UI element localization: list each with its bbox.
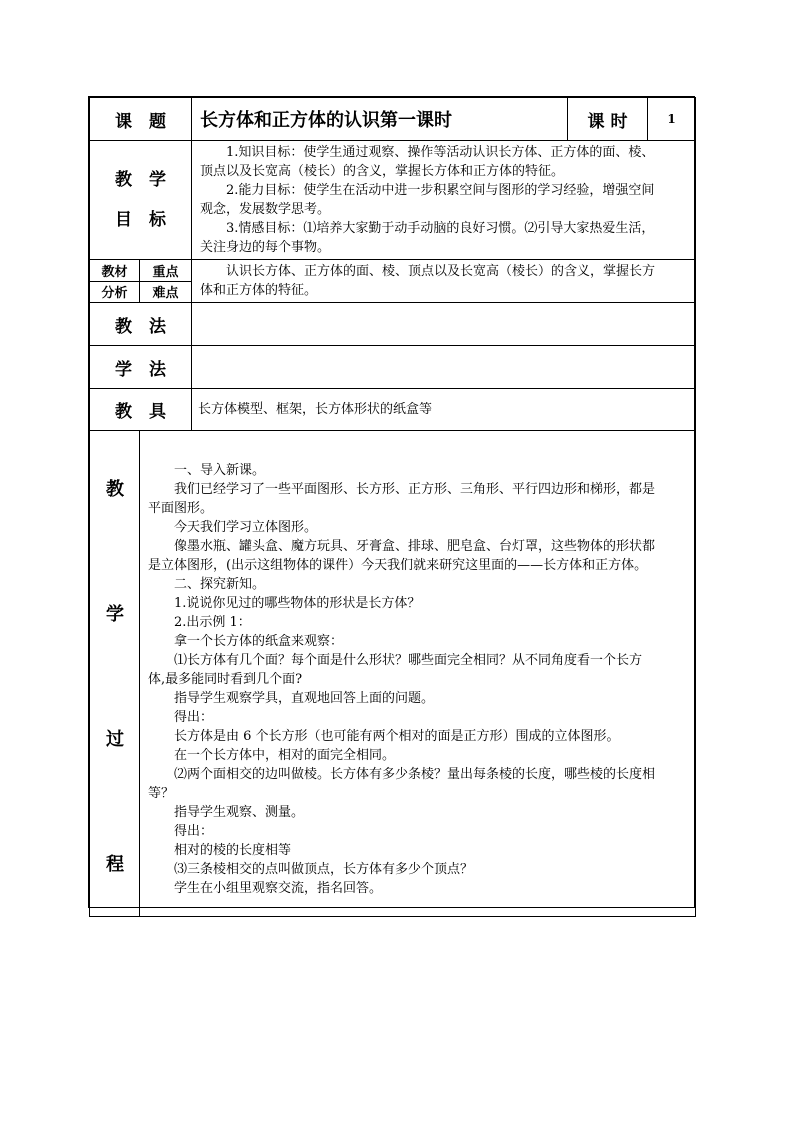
- process-line: 体,最多能同时看到几个面?: [148, 672, 303, 687]
- process-label-char: 程: [106, 854, 124, 875]
- process-line: 相对的棱的长度相等: [174, 843, 292, 858]
- analysis-row-top: [90, 260, 696, 282]
- teach-method-row: [90, 303, 696, 346]
- process-label-char: 学: [106, 604, 124, 625]
- goal-line: 顶点以及长宽高（棱长）的含义，掌握长方体和正方体的特征。: [200, 164, 565, 179]
- teach-method-label: 教 法: [90, 303, 192, 346]
- analysis-line: 体和正方体的特征。: [200, 283, 318, 298]
- process-row: [90, 431, 696, 917]
- learn-method-label: 学 法: [90, 346, 192, 389]
- process-line: 是立体图形，(出示这组物体的课件）今天我们就来研究这里面的——长方体和正方体。: [148, 558, 648, 573]
- process-line: 平面图形。: [148, 501, 214, 516]
- process-line: 指导学生观察、测量。: [174, 805, 305, 820]
- difficulty-label: 难点: [140, 281, 192, 303]
- goal-line: 2.能力目标：使学生在活动中进一步积累空间与图形的学习经验，增强空间: [226, 183, 655, 198]
- lesson-plan-table: [88, 96, 695, 908]
- subject-title: 长方体和正方体的认识第一课时: [192, 98, 568, 141]
- process-text: [148, 461, 689, 898]
- goals-text: [192, 141, 696, 260]
- goal-line: 3.情感目标：⑴培养大家勤于动手动脑的良好习惯。⑵引导大家热爱生活，: [226, 221, 655, 236]
- lesson-plan-grid: [89, 97, 696, 917]
- process-line: 我们已经学习了一些平面图形、长方形、正方形、三角形、平行四边形和梯形，都是: [174, 482, 656, 497]
- process-line: 今天我们学习立体图形。: [174, 520, 318, 535]
- teach-method-value: [192, 303, 696, 346]
- process-line: 得出：: [174, 710, 214, 725]
- tools-row: [90, 389, 696, 431]
- analysis-text: [192, 260, 696, 303]
- goal-line: 关注身边的每个事物。: [200, 240, 331, 255]
- process-line: 拿一个长方体的纸盒来观察：: [174, 634, 344, 649]
- process-line: 一、导入新课。: [174, 463, 266, 478]
- process-label-cell: [90, 431, 140, 917]
- process-label-char: 教: [106, 479, 124, 500]
- learn-method-row: [90, 346, 696, 389]
- analysis-label-2: 分析: [90, 281, 140, 303]
- process-content: [140, 431, 696, 917]
- goals-label-line2: 目 标: [115, 210, 166, 230]
- goal-line: 1.知识目标：使学生通过观察、操作等活动认识长方体、正方体的面、棱、: [226, 145, 655, 160]
- process-line: ⑵两个面相交的边叫做棱。长方体有多少条棱？量出每条棱的长度，哪些棱的长度相: [174, 767, 656, 782]
- process-line: ⑶三条棱相交的点叫做顶点，长方体有多少个顶点？: [174, 862, 474, 877]
- goals-label: [90, 141, 192, 260]
- process-label-char: 过: [106, 729, 124, 750]
- analysis-label-1: 教材: [90, 260, 140, 282]
- period-value: 1: [648, 98, 696, 141]
- subject-label: 课 题: [90, 98, 192, 141]
- key-point-label: 重点: [140, 260, 192, 282]
- process-line: 等？: [148, 786, 175, 801]
- period-label: 课 时: [568, 98, 648, 141]
- tools-value: 长方体模型、框架，长方体形状的纸盒等: [192, 389, 696, 431]
- process-line: 1.说说你见过的哪些物体的形状是长方体？: [174, 596, 421, 611]
- process-line: 2.出示例 1：: [174, 615, 251, 630]
- process-line: ⑴长方体有几个面？每个面是什么形状？哪些面完全相同？从不同角度看一个长方: [174, 653, 643, 668]
- process-line: 长方体是由 6 个长方形（也可能有两个相对的面是正方形）围成的立体图形。: [174, 729, 620, 744]
- process-line: 指导学生观察学具，直观地回答上面的问题。: [174, 691, 435, 706]
- goals-row: [90, 141, 696, 260]
- header-row: [90, 98, 696, 141]
- process-line: 像墨水瓶、罐头盒、魔方玩具、牙膏盒、排球、肥皂盒、台灯罩，这些物体的形状都: [174, 539, 656, 554]
- learn-method-value: [192, 346, 696, 389]
- tools-label: 教 具: [90, 389, 192, 431]
- goals-label-line1: 教 学: [115, 170, 166, 190]
- process-line: 二、探究新知。: [174, 577, 266, 592]
- process-line: 得出：: [174, 824, 214, 839]
- analysis-line: 认识长方体、正方体的面、棱、顶点以及长宽高（棱长）的含义，掌握长方: [226, 264, 656, 279]
- goal-line: 观念，发展数学思考。: [200, 202, 331, 217]
- process-line: 学生在小组里观察交流，指名回答。: [174, 881, 383, 896]
- process-line: 在一个长方体中，相对的面完全相同。: [174, 748, 396, 763]
